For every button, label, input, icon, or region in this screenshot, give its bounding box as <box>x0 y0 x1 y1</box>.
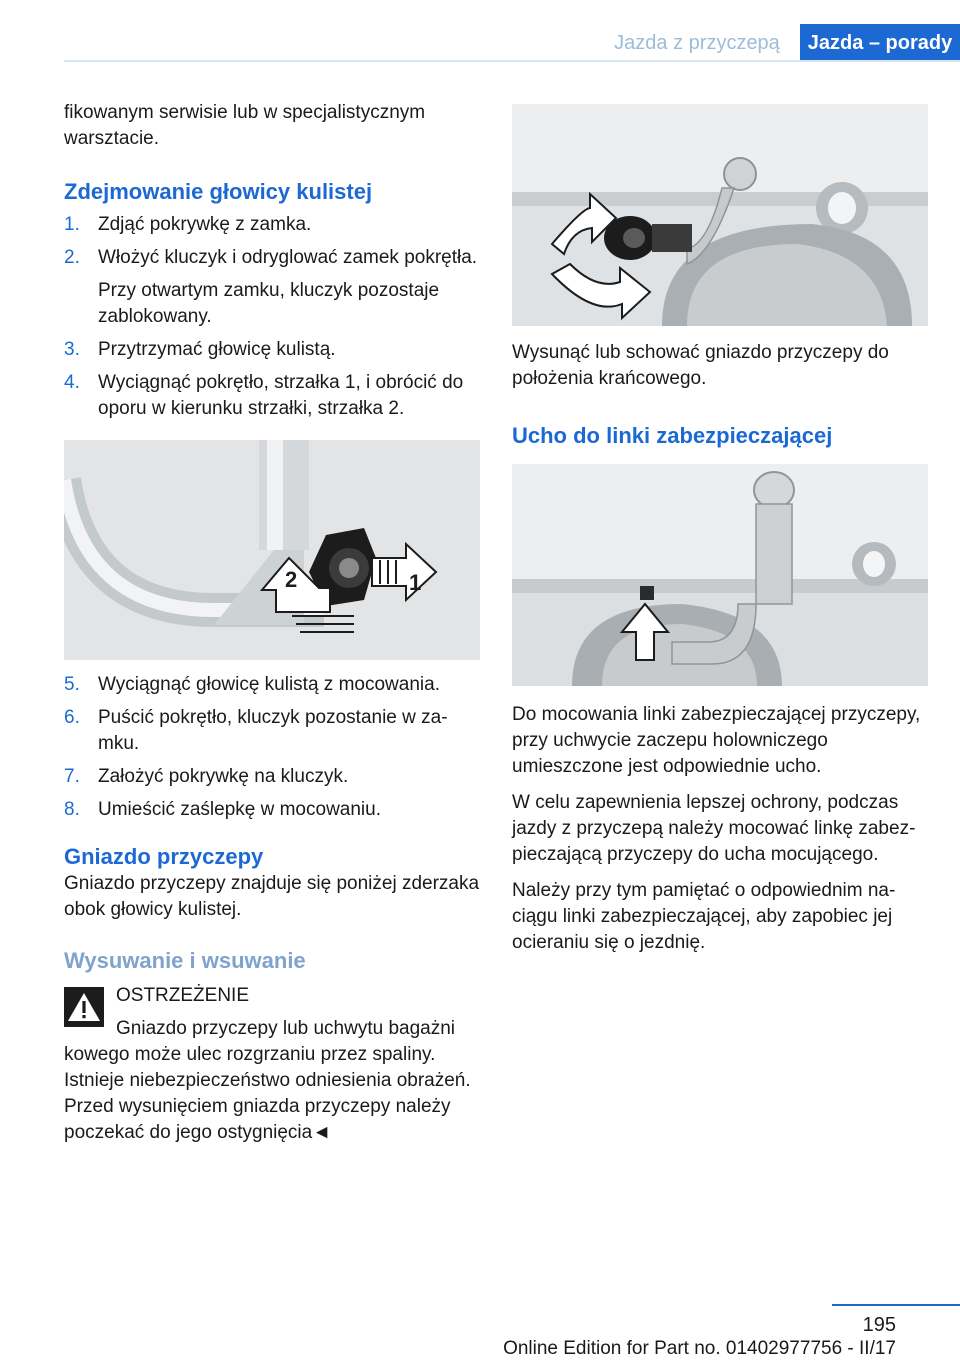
warning-triangle-icon <box>64 987 104 1027</box>
step-text: Włożyć kluczyk i odryglować zamek pokrętła. <box>98 247 478 268</box>
footer-edition: Online Edition for Part no. 01402977756 - II/17 <box>503 1338 896 1359</box>
heading-eye: Ucho do linki zabezpieczającej <box>512 423 833 448</box>
heading-removal: Zdejmowanie głowicy kulistej <box>64 179 373 204</box>
step-number: 7. <box>64 766 80 787</box>
step-text: Wyciągnąć głowicę kulistą z mocowania. <box>98 674 440 695</box>
socket-caption: Wysunąć lub schować gniazdo przyczepy do położenia krańcowego. <box>512 342 889 389</box>
step-text: Umieścić zaślepkę w mocowaniu. <box>98 799 381 820</box>
step-text: Wyciągnąć pokrętło, strzałka 1, i obrócić do oporu w kierunku strzałki, strzałka 2. <box>98 372 464 419</box>
warning-block <box>64 983 480 1146</box>
chapter-tab[interactable]: Jazda – porady <box>800 24 960 62</box>
step-number: 5. <box>64 674 80 695</box>
intro-text: fikowanym serwisie lub w specjalistycznym warsztacie. <box>64 102 426 149</box>
step-text: Puścić pokrętło, kluczyk pozostanie w zamku. <box>98 707 448 754</box>
section-tab[interactable]: Jazda z przyczepą <box>614 32 780 54</box>
step-number: 8. <box>64 799 80 820</box>
left-column <box>64 100 480 1146</box>
step-number: 6. <box>64 707 80 728</box>
ball-head-knob-illustration <box>64 440 480 660</box>
step-text: Założyć pokrywkę na kluczyk. <box>98 766 349 787</box>
list-item <box>64 672 480 698</box>
eye-para-1: Do mocowania linki zabezpieczającej przyczepy, przy uchwycie zaczepu holowniczego umieszczone jest odpowiednie ucho. <box>512 704 921 777</box>
eye-para-2: W celu zapewnienia lepszej ochrony, podczas jazdy z przyczepą należy mocować linkę zabezpieczającą przyczepy do ucha mocującego. <box>512 792 916 865</box>
warning-text-rest: kowego może ulec rozgrzaniu przez spaliny. Istnieje niebezpieczeństwo odniesienia obrażeń. Przed wysunięciem gniazda przyczepy należy poczekać do jego ostygnięcia◄ <box>64 1044 471 1143</box>
right-column <box>512 104 928 956</box>
warning-text-start: Gniazdo przyczepy lub uchwytu bagażni <box>116 1018 456 1039</box>
figure-label-1: 1 <box>409 570 422 595</box>
step-number: 4. <box>64 372 80 393</box>
heading-extend: Wysuwanie i wsuwanie <box>64 948 306 973</box>
step-number: 3. <box>64 339 80 360</box>
list-item <box>64 370 480 422</box>
list-item <box>64 212 480 238</box>
steps-list-b <box>64 672 480 823</box>
list-item <box>64 797 480 823</box>
list-item <box>64 245 480 330</box>
step-text: Przytrzymać głowicę kulistą. <box>98 339 336 360</box>
figure-label-2: 2 <box>285 567 298 592</box>
heading-socket: Gniazdo przyczepy <box>64 844 264 869</box>
step-number: 2. <box>64 247 80 268</box>
page-header <box>64 24 960 62</box>
step-number: 1. <box>64 214 80 235</box>
list-item <box>64 764 480 790</box>
step-subtext: Przy otwartym zamku, kluczyk pozostaje zablokowany. <box>98 280 440 327</box>
page-number: 195 <box>862 1314 896 1336</box>
header-rule <box>64 60 960 62</box>
list-item <box>64 705 480 757</box>
step-text: Zdjąć pokrywkę z zamka. <box>98 214 312 235</box>
trailer-socket-illustration <box>512 104 928 326</box>
list-item <box>64 337 480 363</box>
tow-bar-eye-illustration <box>512 464 928 686</box>
warning-title: OSTRZEŻENIE <box>116 985 250 1006</box>
footer-rule <box>832 1304 960 1306</box>
eye-para-3: Należy przy tym pamiętać o odpowiednim naciągu linki zabezpieczającej, aby zapobiec jej ocieraniu się o jezdnię. <box>512 880 896 953</box>
socket-text: Gniazdo przyczepy znajduje się poniżej zderzaka obok głowicy kulistej. <box>64 873 480 920</box>
steps-list-a <box>64 212 480 422</box>
